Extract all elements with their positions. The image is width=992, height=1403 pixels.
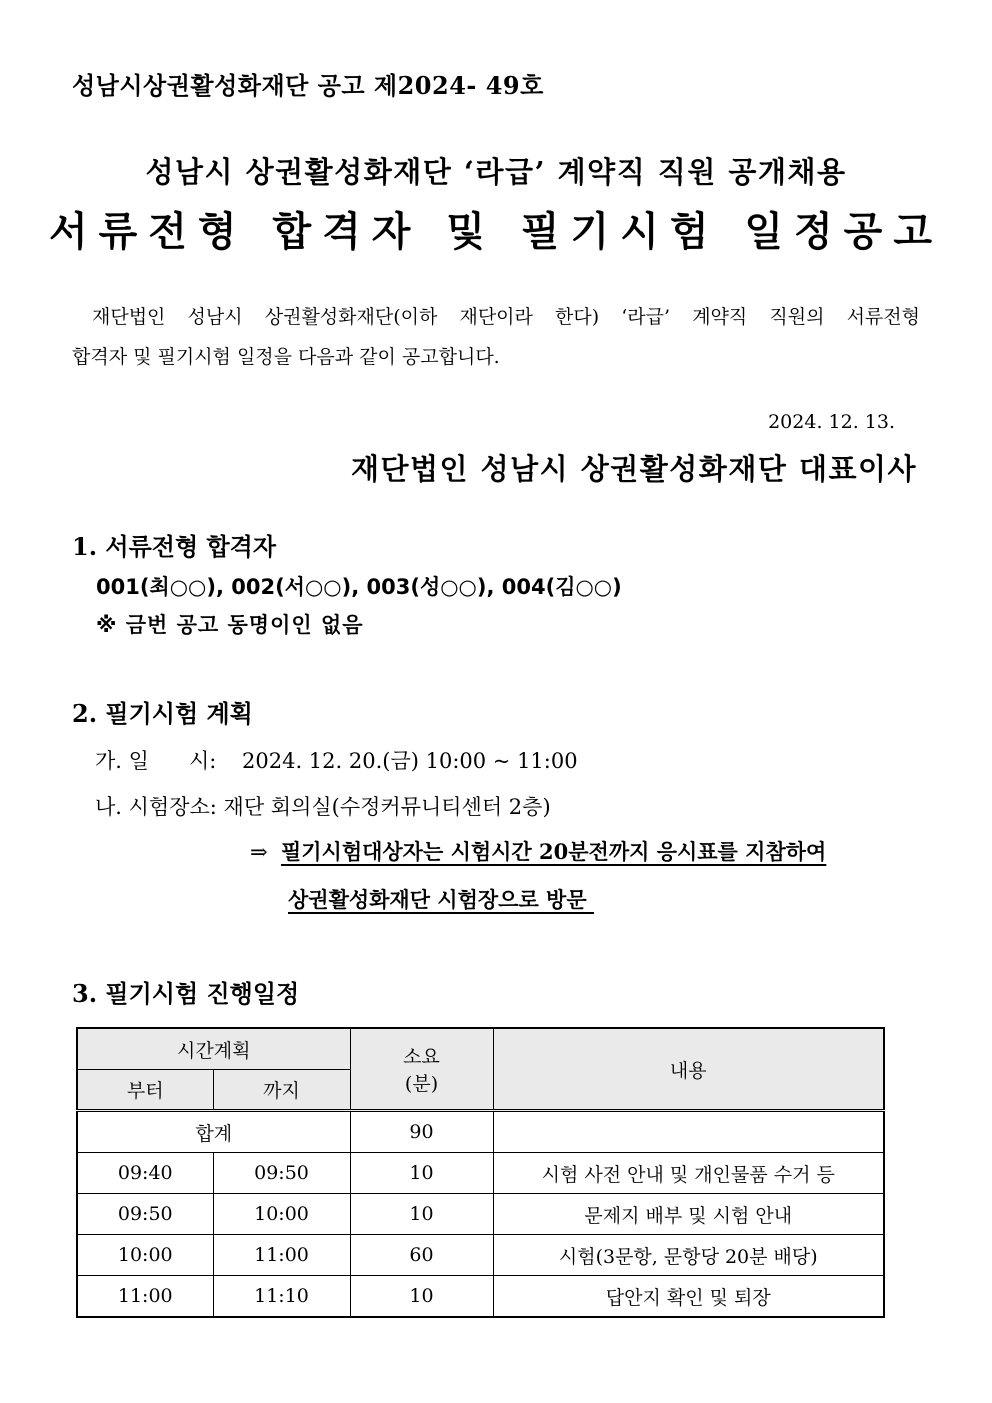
exam-venue-value: 재단 회의실(수정커뮤니티센터 2층) bbox=[223, 795, 551, 819]
title-line-2: 서류전형 합격자 및 필기시험 일정공고 bbox=[49, 208, 943, 255]
exam-venue-line bbox=[95, 791, 551, 821]
total-content bbox=[493, 1111, 884, 1153]
signatory: 재단법인 성남시 상권활성화재단 대표이사 bbox=[350, 452, 917, 486]
exam-date-value: 2024. 12. 20.(금) 10:00 ~ 11:00 bbox=[242, 749, 578, 773]
row-to: 10:00 bbox=[213, 1194, 350, 1235]
intro-paragraph-line-1: 재단법인 성남시 상권활성화재단(이하 재단이라 한다) ‘라급’ 계약직 직원의 서류전형 bbox=[92, 306, 920, 328]
header-duration-line-2: (분) bbox=[404, 1073, 439, 1095]
header-to: 까지 bbox=[213, 1070, 350, 1111]
header-content: 내용 bbox=[493, 1028, 884, 1111]
section-1-heading: 1. 서류전형 합격자 bbox=[72, 532, 277, 561]
table-row bbox=[77, 1276, 884, 1318]
row-from: 09:50 bbox=[77, 1194, 213, 1235]
schedule-table bbox=[76, 1027, 885, 1318]
row-content: 답안지 확인 및 퇴장 bbox=[493, 1276, 884, 1318]
total-minutes: 90 bbox=[350, 1111, 493, 1153]
row-to: 11:00 bbox=[213, 1235, 350, 1276]
passer-note: ※ 금번 공고 동명이인 없음 bbox=[96, 613, 364, 637]
table-row bbox=[77, 1153, 884, 1194]
row-from: 09:40 bbox=[77, 1153, 213, 1194]
row-content: 문제지 배부 및 시험 안내 bbox=[493, 1194, 884, 1235]
row-minutes: 10 bbox=[350, 1194, 493, 1235]
notice-number: 성남시상권활성화재단 공고 제2024- 49호 bbox=[72, 71, 544, 100]
row-from: 11:00 bbox=[77, 1276, 213, 1318]
section-3-heading: 3. 필기시험 진행일정 bbox=[72, 979, 300, 1008]
row-content: 시험 사전 안내 및 개인물품 수거 등 bbox=[493, 1153, 884, 1194]
row-to: 09:50 bbox=[213, 1153, 350, 1194]
header-time-plan: 시간계획 bbox=[77, 1028, 350, 1070]
instruction-line-1 bbox=[250, 836, 826, 866]
notice-date: 2024. 12. 13. bbox=[768, 411, 895, 433]
header-duration-line-1: 소요 bbox=[403, 1046, 440, 1068]
row-minutes: 10 bbox=[350, 1276, 493, 1318]
row-minutes: 10 bbox=[350, 1153, 493, 1194]
header-from: 부터 bbox=[77, 1070, 213, 1111]
table-row bbox=[77, 1194, 884, 1235]
instruction-text-1: 필기시험대상자는 시험시간 20분전까지 응시표를 지참하여 bbox=[280, 839, 827, 864]
total-label: 합계 bbox=[77, 1111, 350, 1153]
intro-paragraph-line-2: 합격자 및 필기시험 일정을 다음과 같이 공고합니다. bbox=[72, 346, 500, 368]
row-content: 시험(3문항, 문항당 20분 배당) bbox=[493, 1235, 884, 1276]
row-minutes: 60 bbox=[350, 1235, 493, 1276]
table-row bbox=[77, 1235, 884, 1276]
header-duration bbox=[350, 1028, 493, 1111]
title-line-1: 성남시 상권활성화재단 ‘라급’ 계약직 직원 공개채용 bbox=[145, 155, 847, 189]
instruction-line-2: 상권활성화재단 시험장으로 방문 bbox=[288, 887, 594, 912]
exam-venue-label: 나. 시험장소: bbox=[95, 795, 217, 819]
row-to: 11:10 bbox=[213, 1276, 350, 1318]
exam-date-line bbox=[95, 745, 578, 775]
exam-date-label: 가. 일 시: bbox=[95, 749, 217, 773]
row-from: 10:00 bbox=[77, 1235, 213, 1276]
passer-list: 001(최○○), 002(서○○), 003(성○○), 004(김○○) bbox=[96, 575, 622, 599]
table-row-total bbox=[77, 1111, 884, 1153]
section-2-heading: 2. 필기시험 계획 bbox=[72, 699, 253, 728]
arrow-icon: ⇒ bbox=[250, 840, 268, 864]
